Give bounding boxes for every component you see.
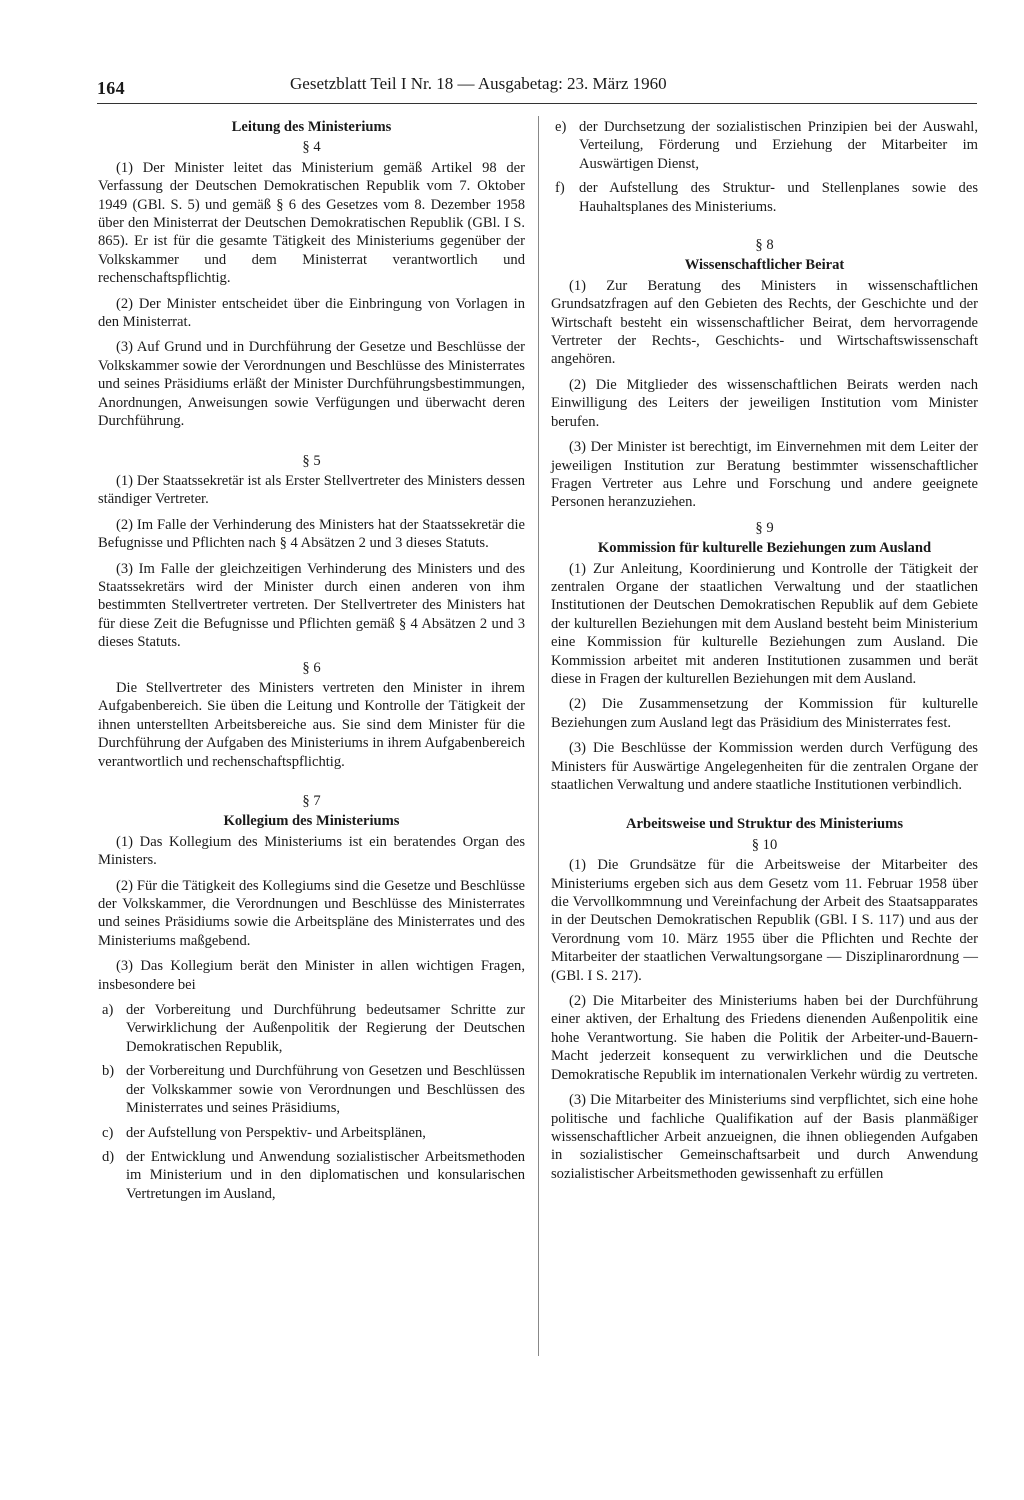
paragraph: (3) Auf Grund und in Durchführung der Gesetze und Beschlüsse der Volkskammer sowie der Verordnungen und Beschlüsse des Ministerrates und seines Präsidiums erläßt der Minister Durchführungsbestimmungen, Anordnungen, Anweisungen sowie Verfügungen und überwacht deren Durchführung.: [98, 339, 525, 430]
paragraph: (1) Die Grundsätze für die Arbeitsweise der Mitarbeiter des Ministeriums ergeben sich aus dem Gesetz vom 11. Februar 1958 über die Vervollkommnung und Vereinfachung der Arbeit des Staatsapparates in der Deutschen Demokratischen Republik (GBl. I S. 117) und aus der Verordnung vom 10. März 1955 über die Pflichten und Rechte der Mitarbeiter der staatlichen Verwaltungsorgane — Disziplinarordnung — (GBl. I S. 217).: [551, 857, 978, 984]
list-item: [98, 1148, 525, 1203]
list-item: [98, 1001, 525, 1056]
left-column: [98, 118, 525, 1209]
section-heading: Kollegium des Ministeriums: [223, 813, 400, 830]
paragraph: Die Stellvertreter des Ministers vertreten den Minister in ihrem Aufgabenbereich. Sie üben die Leitung und Kontrolle der Tätigkeit der ihnen unterstellten Arbeitsbereiche aus. Sie sind dem Minister für die Durchführung der Aufgaben des Ministeriums in ihrem Aufgabenbereich verantwortlich und rechenschaftspflichtig.: [98, 679, 525, 770]
column-divider: [538, 116, 539, 1356]
paragraph: (2) Die Zusammensetzung der Kommission für kulturelle Beziehungen zum Ausland legt das Präsidium des Ministerrates fest.: [551, 696, 978, 731]
paragraph: (2) Die Mitarbeiter des Ministeriums haben bei der Durchführung einer aktiven, der Erhaltung des Friedens dienenden Außenpolitik eine hohe Verantwortung. Sie haben die Politik der Arbeiter-und-Bauern-Macht jederzeit konsequent zu verwirklichen und die Deutsche Demokratische Republik im internationalen Verkehr würdig zu vertreten.: [551, 993, 978, 1083]
list-item-letter: c): [102, 1124, 114, 1141]
list-item-letter: b): [102, 1063, 115, 1080]
list-item: [551, 118, 978, 173]
paragraph: (3) Der Minister ist berechtigt, im Einvernehmen mit dem Leiter der jeweiligen Institution zur Beratung bestimmter wissenschaftlicher Fragen Vertreter aus Lehre und Forschung und andere geeignete Personen heranzuziehen.: [551, 439, 978, 511]
paragraph: (1) Das Kollegium des Ministeriums ist ein beratendes Organ des Ministers.: [98, 833, 525, 869]
paragraph: (3) Die Mitarbeiter des Ministeriums sind verpflichtet, sich eine hohe politische und fachliche Qualifikation auf der Basis planmäßiger wissenschaftlicher Arbeit anzueignen, die ihnen obliegenden Aufgaben in sozialistischer Gemeinschaftsarbeit und durch Anwendung sozialistischer Arbeitsmethoden gewissenhaft zu erfüllen: [551, 1092, 978, 1182]
list-item-text: der Entwicklung und Anwendung sozialistischer Arbeitsmethoden im Ministerium und in den diplomatischen und konsularischen Vertretungen im Ausland,: [126, 1148, 525, 1202]
section-heading: Kommission für kulturelle Beziehungen zum Ausland: [597, 540, 932, 557]
section-number: § 4: [302, 139, 321, 156]
section-number: § 10: [751, 836, 778, 853]
spacer: [551, 801, 978, 815]
page-header-title: Gesetzblatt Teil I Nr. 18 — Ausgabetag: 23. März 1960: [290, 74, 667, 93]
list-item-text: der Aufstellung von Perspektiv- und Arbeitsplänen,: [126, 1124, 426, 1141]
section-heading: Wissenschaftlicher Beirat: [684, 257, 845, 274]
paragraph: (3) Das Kollegium berät den Minister in allen wichtigen Fragen, insbesondere bei: [98, 958, 525, 993]
section-number: § 5: [302, 452, 321, 469]
list-item-text: der Vorbereitung und Durchführung von Gesetzen und Beschlüssen der Volkskammer sowie von Verordnungen und Beschlüssen des Ministerrates und seines Präsidiums,: [126, 1063, 525, 1117]
section-number: § 7: [302, 793, 321, 809]
section-heading: Arbeitsweise und Struktur des Ministeriums: [625, 816, 904, 833]
page-number: 164: [97, 77, 125, 98]
paragraph: (2) Im Falle der Verhinderung des Ministers hat der Staatssekretär die Befugnisse und Pflichten nach § 4 Absätzen 2 und 3 dieses Statuts.: [98, 516, 525, 552]
paragraph: (2) Der Minister entscheidet über die Einbringung von Vorlagen in den Ministerrat.: [98, 295, 525, 331]
list-item-text: der Aufstellung des Struktur- und Stellenplanes sowie des Hauhaltsplanes des Ministeriums.: [579, 180, 978, 215]
spacer: [551, 222, 978, 236]
list-item-letter: e): [555, 119, 567, 135]
paragraph: (3) Im Falle der gleichzeitigen Verhinderung des Ministers und des Staatssekretärs wird der Minister durch einen anderen von ihm bestimmten Stellvertreter vertreten. Der Stellvertreter des Ministers hat für diese Zeit die Befugnisse und Pflichten gemäß § 4 Absätzen 2 und 3 dieses Statuts.: [98, 560, 525, 651]
spacer: [98, 438, 525, 452]
section-heading: Leitung des Ministeriums: [231, 119, 392, 135]
paragraph: (3) Die Beschlüsse der Kommission werden durch Verfügung des Ministers für Auswärtige Angelegenheiten für die zentralen Organe der staatlichen Verwaltung und andere staatliche Institutionen verbindlich.: [551, 740, 978, 793]
header-rule: [97, 103, 977, 104]
paragraph: (2) Für die Tätigkeit des Kollegiums sind die Gesetze und Beschlüsse der Volkskammer, die Verordnungen und Beschlüsse des Ministerrates und seines Präsidiums sowie die Arbeitspläne des Ministerrates und des Ministeriums maßgebend.: [98, 877, 525, 949]
spacer: [98, 778, 525, 792]
paragraph: (1) Zur Anleitung, Koordinierung und Kontrolle der Tätigkeit der zentralen Organe der staatlichen Verwaltung und der staatlichen Institutionen der Deutschen Demokratischen Republik auf dem Gebiete der kulturellen Beziehungen mit dem Ausland besteht beim Ministerium eine Kommission für kulturelle Beziehungen zum Ausland. Die Kommission arbeitet mit anderen Institutionen zusammen und berät diese in Fragen der kulturellen Beziehungen mit dem Ausland.: [551, 560, 978, 687]
list-item-letter: a): [102, 1002, 114, 1019]
list-item-letter: d): [102, 1148, 115, 1165]
section-number: § 6: [302, 659, 321, 676]
paragraph: (1) Zur Beratung des Ministers in wissenschaftlichen Grundsatzfragen auf den Gebieten des Rechts, der Geschichte und der Wirtschaft besteht ein wissenschaftlicher Beirat, dem hervorragende Vertreter der Rechts-, Geschichts- und Wirtschaftswissenschaft angehören.: [551, 277, 978, 368]
list-item-text: der Vorbereitung und Durchführung bedeutsamer Schritte zur Verwirklichung der Außenpolitik der Regierung der Deutschen Demokratischen Republik,: [126, 1002, 525, 1055]
paragraph: (2) Die Mitglieder des wissenschaftlichen Beirats werden nach Einwilligung des Leiters der jeweiligen Institution vom Minister berufen.: [551, 376, 978, 430]
right-column: [551, 118, 978, 1190]
list-item-letter: f): [555, 180, 565, 197]
list-item: [98, 1124, 525, 1142]
paragraph: (1) Der Staatssekretär ist als Erster Stellvertreter des Ministers dessen ständiger Vertreter.: [98, 472, 525, 508]
section-number: § 9: [755, 519, 774, 536]
list-item: [551, 179, 978, 216]
list-item-text: der Durchsetzung der sozialistischen Prinzipien bei der Auswahl, Verteilung, Förderung und Erziehung der Mitarbeiter im Auswärtigen Dienst,: [579, 119, 978, 172]
list-item: [98, 1062, 525, 1117]
paragraph: (1) Der Minister leitet das Ministerium gemäß Artikel 98 der Verfassung der Deutschen Demokratischen Republik vom 7. Oktober 1949 (GBl. S. 5) und gemäß § 6 des Gesetzes vom 8. Dezember 1958 über den Ministerrat der Deutschen Demokratischen Republik (GBl. I S. 865). Er ist für die gesamte Tätigkeit des Ministeriums gegenüber der Volkskammer und dem Ministerrat verantwortlich und rechenschaftspflichtig.: [98, 159, 525, 287]
section-number: § 8: [755, 237, 774, 254]
